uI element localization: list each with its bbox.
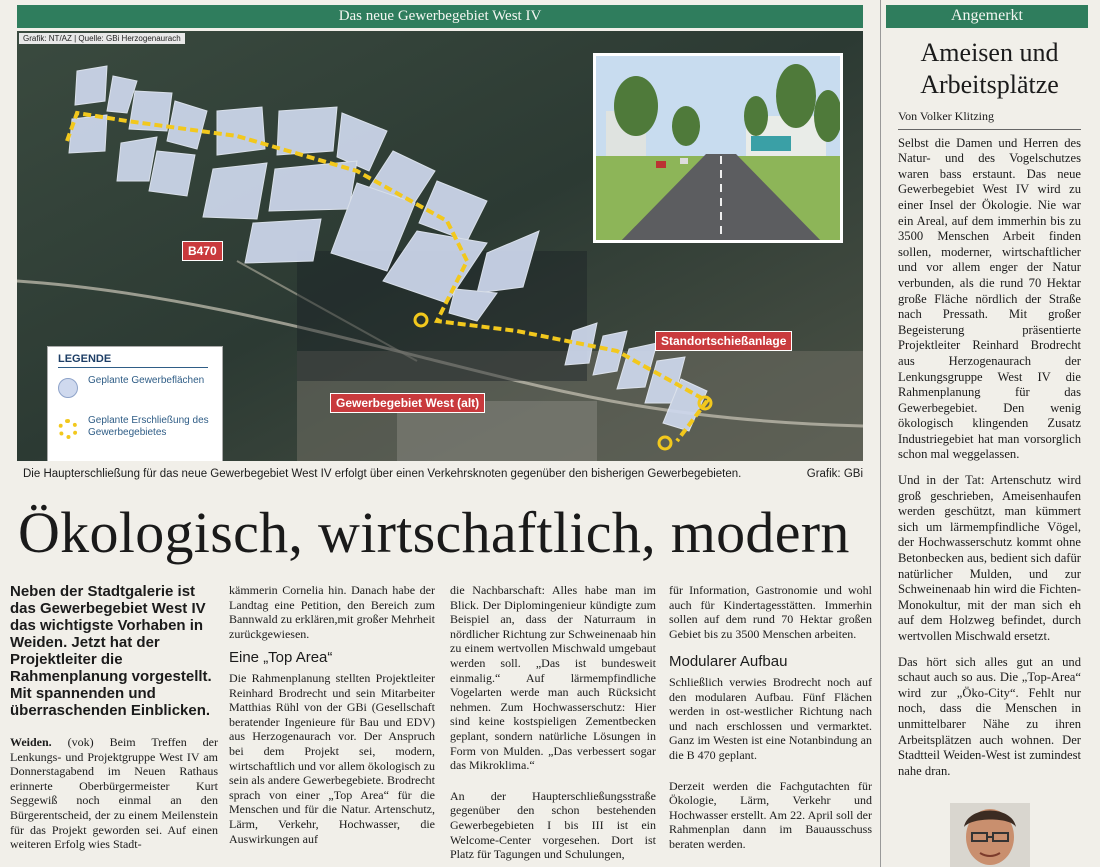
author-portrait xyxy=(950,803,1030,867)
article-paragraph xyxy=(10,735,218,852)
subheading-modularer-aufbau: Modularer Aufbau xyxy=(669,653,788,671)
graphic-source: Grafik: NT/AZ | Quelle: GBi Herzogenaurach xyxy=(19,33,185,44)
article-paragraph-text: (vok) Beim Treffen der Lenkungs- und Projektgruppe West IV am Donnerstagabend im Neuen Rathaus erinnerte Oberbürgermeister Kurt Seggewiß noch einmal an den Bürgerentscheid, der zu einem Meilenstein für das Projekt geworden sei. Auf einen weiteren Erfolg wies Stadt- xyxy=(10,735,219,852)
legend-title: LEGENDE xyxy=(58,353,208,368)
label-schiessanlage: Standortschießanlage xyxy=(655,331,792,351)
kommentar-paragraph: Selbst die Damen und Herren des Natur- und des Vogelschutzes waren bass erstaunt. Das neue Gewerbegebiet West IV wird zu einer Insel der Ökologie. Nie war ein Areal, auf dem immerhin bis zu 3500 Menschen Arbeit finden sollen, moderner, wirtschaftlicher und vor allem enger der Natur verbunden, als die rund 70 Hektar große Fläche nördlich der Straße nach Pressath. Mit großer Begeisterung präsentierte Projektleiter Reinhard Brodrecht aus Herzogenaurach der Lenkungsgruppe West IV die Rahmenplanung für das Gewerbegebiet. Den wenig ökologisch klingenden Zusatz Industriegebiet hat man vorsorglich schon mal weggelassen. xyxy=(898,135,1081,462)
caption-text: Die Haupterschließung für das neue Gewerbegebiet West IV erfolgt über einen Verkehrsknoten gegenüber den bisherigen Gewerbegebieten. xyxy=(23,468,742,480)
article-column-2 xyxy=(229,583,435,846)
kommentar-title: Ameisen und Arbeitsplätze xyxy=(920,38,1059,99)
caption-credit: Grafik: GBi xyxy=(806,468,863,480)
aerial-map xyxy=(17,31,863,461)
kommentar xyxy=(898,37,1081,779)
graphic-title: Das neue Gewerbegebiet West IV xyxy=(338,8,542,24)
article-headline: Ökologisch, wirtschaftlich, modern xyxy=(18,500,850,565)
article-column-3 xyxy=(450,583,656,862)
label-b470: B470 xyxy=(182,241,223,261)
map-legend xyxy=(47,346,223,461)
graphic-title-bar xyxy=(17,5,863,28)
kommentar-paragraph: Das hört sich alles gut an und schaut auch so aus. Die „Top-Area“ wird zur „Öko-City“. Fehlt nur noch, dass die Menschen in unmittelbarer Nähe zu ihren Arbeitsplätzen auch wohnen. Der Stadtteil Weiden-West ist zumindest nahe dran. xyxy=(898,654,1081,778)
graphic-caption xyxy=(23,468,863,480)
article-paragraph: Schließlich verwies Brodrecht noch auf den modularen Aufbau. Fünf Flächen werden in ost-westlicher Richtung nach und nach erschlossen und vermarktet. Ganz im Westen ist eine Notanbindung an die B 470 geplant. xyxy=(669,674,872,762)
kommentar-bar-title: Angemerkt xyxy=(951,7,1023,24)
article-paragraph: die Nachbarschaft: Alles habe man im Blick. Der Diplomingenieur kündigte zum Beispiel an, dass der Naturraum in nördlicher Richtung zur Schweinenaab hin zu einem wertvollen Mischwald umgebaut werden soll. „Das ist bundesweit einmalig.“ Auf lärmempfindliche Vogelarten werde man auch Rücksicht nehmen. Zum Hochwasserschutz: Hier sind keine kostspieligen Zementbecken geplant, sondern natürliche Lösungen in Form von Mulden. „Das verbessert sogar das Mikroklima.“ xyxy=(450,583,656,773)
kommentar-bar xyxy=(886,5,1088,28)
subheading-top-area: Eine „Top Area“ xyxy=(229,649,333,667)
kommentar-author: Von Volker Klitzing xyxy=(898,109,1081,130)
article-paragraph: für Information, Gastronomie und wohl auch für Kindertagesstätten. Immerhin sollen auf dem rund 70 Hektar großen Gebiet bis zu 3500 Menschen arbeiten. xyxy=(669,583,872,641)
legend-item-plots: Geplante Gewerbeflächen xyxy=(88,375,205,386)
rendering-image xyxy=(596,56,843,243)
article-column-1 xyxy=(10,583,218,852)
label-gewerbegebiet-alt: Gewerbegebiet West (alt) xyxy=(330,393,485,413)
road-swatch-icon xyxy=(58,419,78,439)
article-paragraph: Die Rahmenplanung stellten Projektleiter Reinhard Brodrecht und sein Mitarbeiter Matthias Rühl von der GBi (Gesellschaft beratender Ingenieure für Bau und EDV) aus Herzogenaurach vor. Der Anspruch bei dem Projekt sei, modern, wirtschaftlich und vor allem ökologisch zu sein als andere Gewerbegebiete. Brodrecht sprach von einer „Top Area“ für die Menschen und für die Natur. Artenschutz, Lärm, Verkehr, Hochwasser, die Auswirkungen auf xyxy=(229,670,435,846)
article-paragraph: An der Haupterschließungsstraße gegenüber den schon bestehenden Gewerbegebieten I bis III ist ein Welcome-Center vorgesehen. Dort ist Platz für Tagungen und Schulungen, xyxy=(450,788,656,862)
article-lead: Neben der Stadtgalerie ist das Gewerbegebiet West IV das wichtigste Vorhaben in Weiden. Jetzt hat der Projektleiter die Rahmenplanung vorgestellt. Mit spannenden und überraschenden Einblicken. xyxy=(10,583,212,719)
street-rendering xyxy=(593,53,843,243)
article-column-4 xyxy=(669,583,872,852)
kommentar-paragraph: Und in der Tat: Artenschutz wird groß geschrieben, Ameisenhaufen werden geschützt, man kümmert sich um lärmempfindliche Vögel, der Hochwasserschutz kommt ohne Betonbecken aus, bedient sich dafür natürlicher Mulden, und zur Schweinenaab hin wird die Fichten-Monokultur, mit der man sich eh auf dem Holzweg befindet, durch wertvollen Mischwald ersetzt. xyxy=(898,473,1081,643)
dateline: Weiden. xyxy=(10,735,52,749)
column-divider xyxy=(880,0,881,867)
portrait-image xyxy=(950,803,1030,867)
article-paragraph: kämmerin Cornelia hin. Danach habe der Landtag eine Petition, den Bereich zum Bannwald zu erklären,mit großer Mehrheit zurückgewiesen. xyxy=(229,583,435,641)
legend-item-road: Geplante Erschließung des Gewerbegebietes xyxy=(88,415,209,438)
article-paragraph: Derzeit werden die Fachgutachten für Ökologie, Lärm, Verkehr und Hochwasser erstellt. Am 22. April soll der Rahmenplan dann im Bauausschuss beraten werden. xyxy=(669,778,872,851)
plot-swatch-icon xyxy=(58,378,78,398)
